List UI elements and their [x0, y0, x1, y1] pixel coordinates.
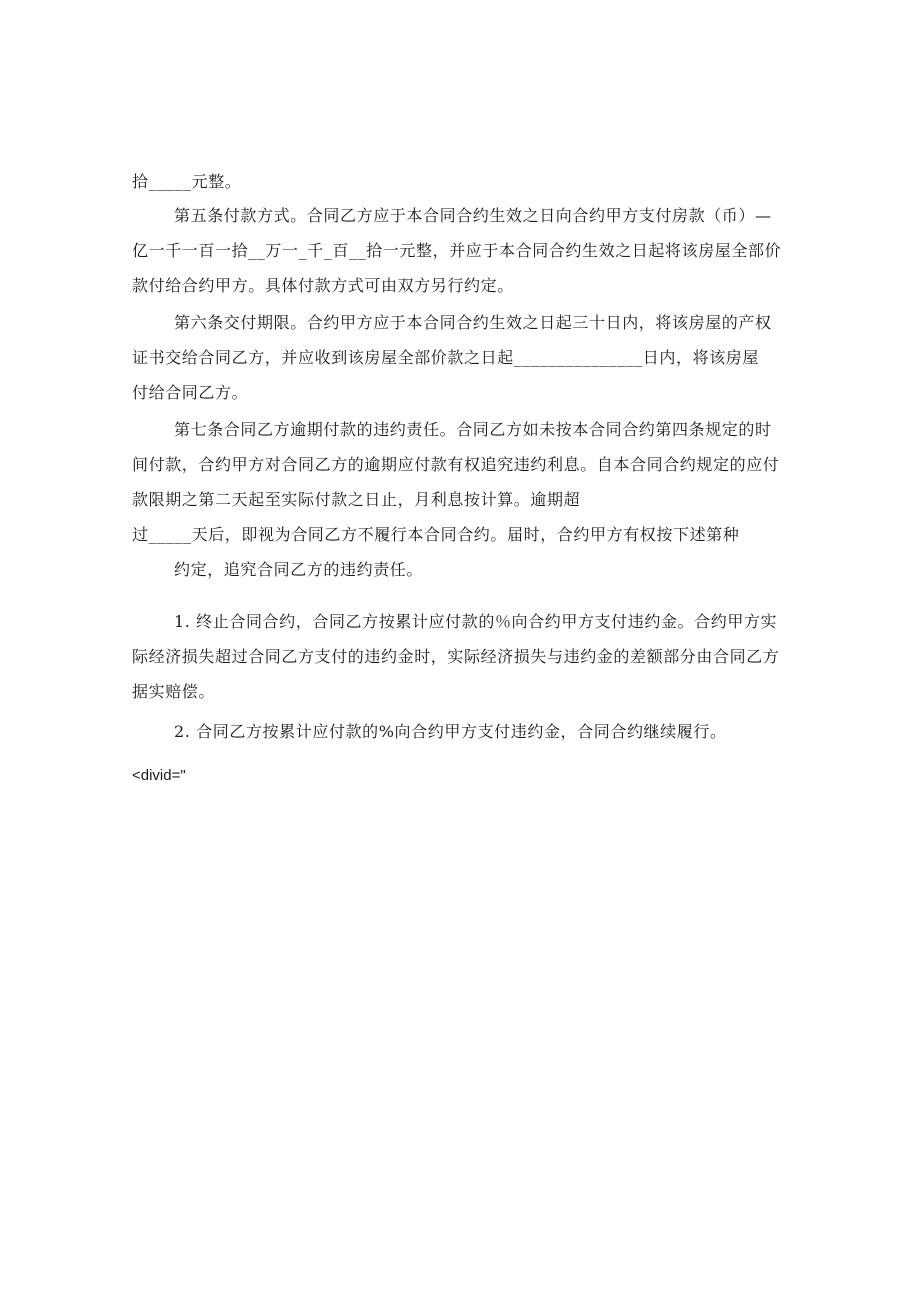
- clause-1-line-3: 据实赔偿。: [132, 682, 216, 701]
- article-5-line-1: 第五条付款方式。合同乙方应于本合同合约生效之日向合约甲方支付房款（币）—: [174, 206, 772, 225]
- stray-markup-text: <divid=": [132, 767, 186, 784]
- article-6-line-1: 第六条交付期限。合约甲方应于本合同合约生效之日起三十日内，将该房屋的产权: [174, 313, 772, 332]
- clause-1-line-1: 1. 终止合同合约，合同乙方按累计应付款的％向合约甲方支付违约金。合约甲方实: [174, 612, 778, 631]
- article-5-line-3: 款付给合约甲方。具体付款方式可由双方另行约定。: [132, 276, 514, 295]
- clause-1-line-2: 际经济损失超过合同乙方支付的违约金时，实际经济损失与违约金的差额部分由合同乙方: [132, 647, 780, 666]
- article-6-line-2: 证书交给合同乙方，并应收到该房屋全部价款之日起_______________日内，将该房屋: [132, 348, 760, 367]
- article-5-line-2: 亿一千一百一拾__万一_千_百__拾一元整，并应于本合同合约生效之日起将该房屋全部价: [132, 241, 782, 260]
- article-7-line-5: 约定，追究合同乙方的违约责任。: [174, 560, 424, 579]
- article-7-line-1: 第七条合同乙方逾期付款的违约责任。合同乙方如未按本合同合约第四条规定的时: [174, 420, 772, 439]
- article-6-line-3: 付给合同乙方。: [132, 383, 249, 402]
- article-7-line-3: 款限期之第二天起至实际付款之日止，月利息按计算。逾期超: [132, 490, 581, 509]
- article-7-line-4: 过_____天后，即视为合同乙方不履行本合同合约。届时，合约甲方有权按下述第种: [132, 525, 740, 544]
- text-line-1: 拾_____元整。: [132, 172, 242, 191]
- clause-2-line-1: 2. 合同乙方按累计应付款的%向合约甲方支付违约金，合同合约继续履行。: [174, 722, 727, 741]
- article-7-line-2: 间付款，合约甲方对合同乙方的逾期应付款有权追究违约利息。自本合同合约规定的应付: [132, 455, 780, 474]
